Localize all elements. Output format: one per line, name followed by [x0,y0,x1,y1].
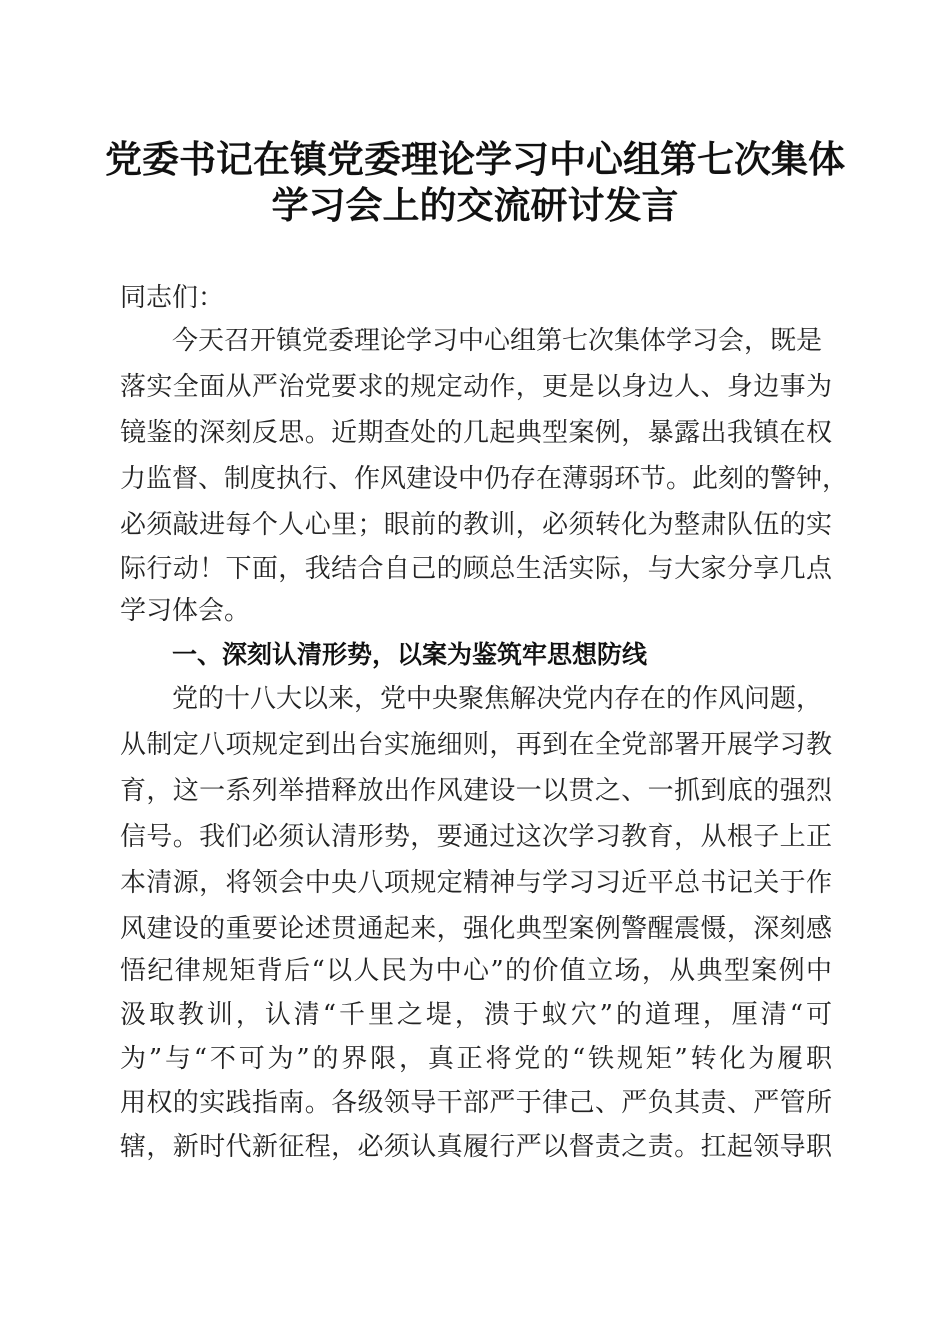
paragraph-2-line: 信号。我们必须认清形势，要通过这次学习教育，从根子上正 [120,822,832,852]
document-title-line-2: 学习会上的交流研讨发言 [271,183,679,227]
salutation: 同志们： [120,283,225,313]
paragraph-1-line: 必须敲进每个人心里；眼前的教训，必须转化为整肃队伍的实 [120,510,832,540]
paragraph-1-line: 际行动！下面，我结合自己的顾总生活实际，与大家分享几点 [120,554,832,584]
paragraph-1-line: 学习体会。 [120,596,251,626]
document-title-line-1: 党委书记在镇党委理论学习中心组第七次集体 [105,137,845,181]
section-heading-1: 一、深刻认清形势，以案为鉴筑牢思想防线 [172,640,648,669]
paragraph-2-line: 悟纪律规矩背后“以人民为中心”的价值立场，从典型案例中 [120,956,832,986]
paragraph-1-line: 镜鉴的深刻反思。近期查处的几起典型案例，暴露出我镇在权 [120,418,832,448]
paragraph-1-line: 落实全面从严治党要求的规定动作，更是以身边人、身边事为 [120,372,832,402]
paragraph-2-line: 用权的实践指南。各级领导干部严于律己、严负其责、严管所 [120,1088,832,1118]
paragraph-2-line: 党的十八大以来，党中央聚焦解决党内存在的作风问题， [172,684,823,714]
paragraph-1-line: 今天召开镇党委理论学习中心组第七次集体学习会，既是 [172,326,823,356]
paragraph-2-line: 辖，新时代新征程，必须认真履行严以督责之责。扛起领导职 [120,1132,832,1162]
paragraph-2-line: 为”与“不可为”的界限，真正将党的“铁规矩”转化为履职 [120,1044,832,1074]
paragraph-2-line: 汲取教训，认清“千里之堤，溃于蚁穴”的道理，厘清“可 [120,1000,832,1030]
paragraph-1-line: 力监督、制度执行、作风建设中仍存在薄弱环节。此刻的警钟， [120,464,849,494]
paragraph-2-line: 育，这一系列举措释放出作风建设一以贯之、一抓到底的强烈 [120,776,832,806]
paragraph-2-line: 本清源，将领会中央八项规定精神与学习习近平总书记关于作 [120,868,832,898]
paragraph-2-line: 从制定八项规定到出台实施细则，再到在全党部署开展学习教 [120,730,832,760]
paragraph-2-line: 风建设的重要论述贯通起来，强化典型案例警醒震慑，深刻感 [120,914,832,944]
